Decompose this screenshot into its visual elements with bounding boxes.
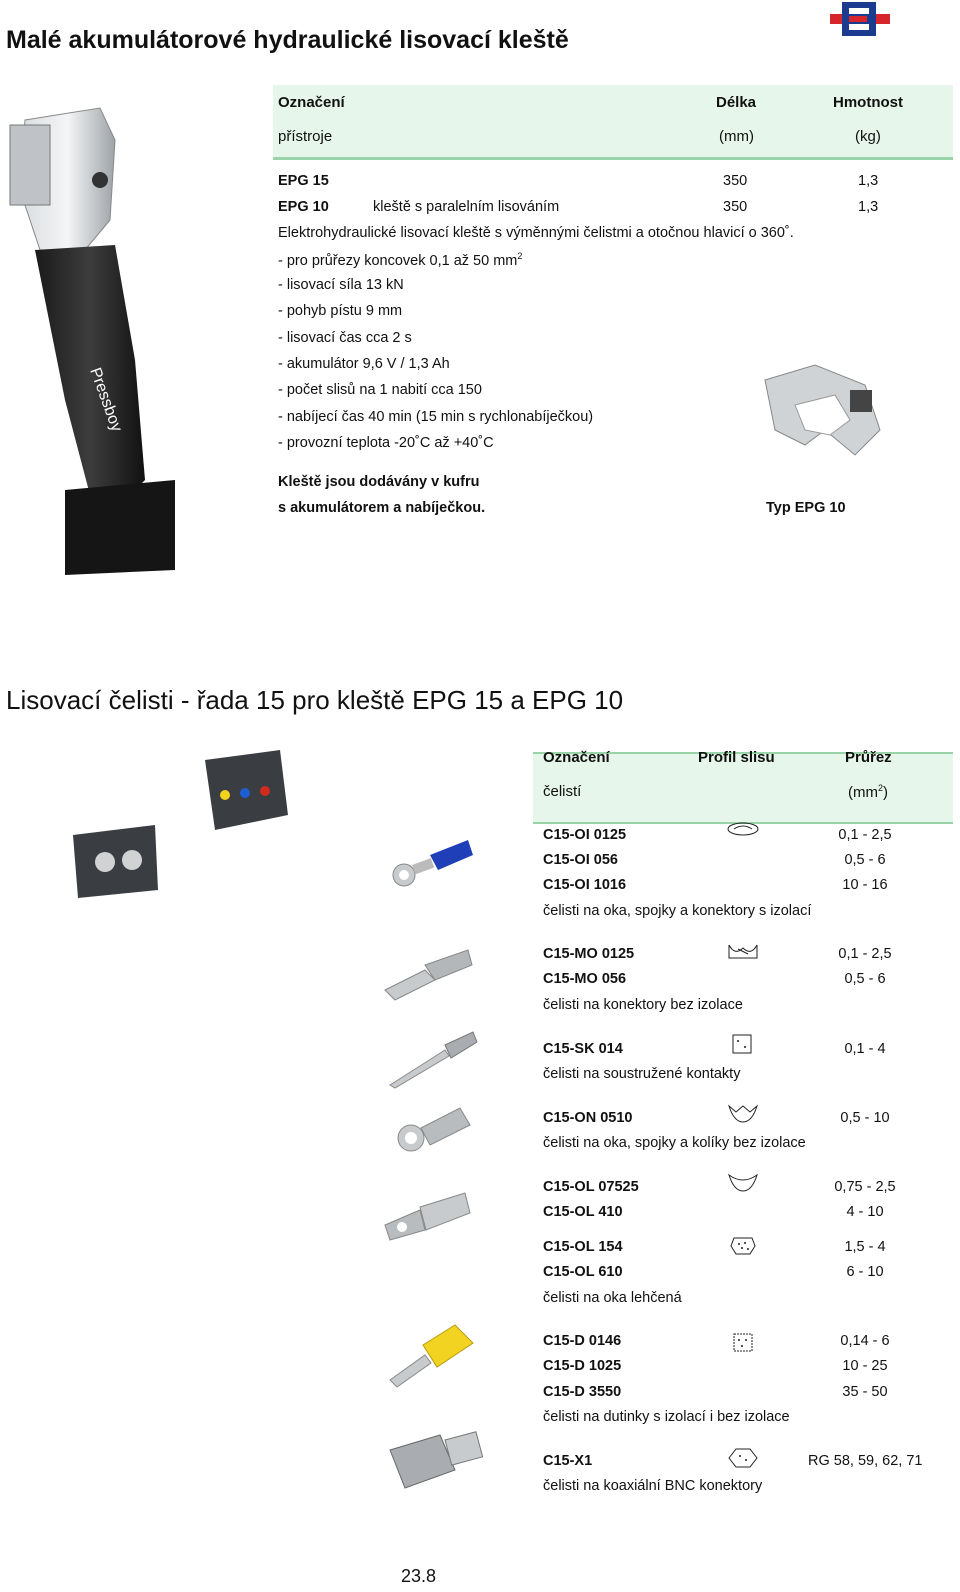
jaw-code: C15-ON 0510 [543, 1110, 633, 1126]
header-length: Délka [716, 94, 757, 111]
ferrule-photo [385, 1315, 480, 1390]
jaw-range: RG 58, 59, 62, 71 [808, 1453, 923, 1469]
turned-contact-photo [385, 1030, 480, 1090]
delivery-note: s akumulátorem a nabíječkou. [278, 500, 486, 516]
jaw-description: čelisti na oka, spojky a konektory s izolací [543, 903, 812, 919]
jaw-range: 0,75 - 2,5 [834, 1179, 896, 1195]
jaw-range: 0,5 - 10 [840, 1110, 890, 1126]
profile-square-icon [726, 1033, 760, 1055]
jaw-range: 0,5 - 6 [844, 971, 886, 987]
jaw-range: 0,1 - 4 [844, 1041, 886, 1057]
jaw-description: čelisti na dutinky s izolací i bez izolace [543, 1409, 790, 1425]
ring-terminal-photo [395, 1100, 475, 1155]
jaw-range: 1,5 - 4 [844, 1239, 886, 1255]
jaw-code: C15-X1 [543, 1453, 593, 1469]
header-designation-sub: přístroje [278, 128, 333, 145]
tool-weight: 1,3 [858, 173, 879, 189]
jaw-code: C15-OL 154 [543, 1239, 623, 1255]
jaw-code: C15-OI 0125 [543, 827, 627, 843]
jaw-code: C15-SK 014 [543, 1041, 623, 1057]
page-number: 23.8 [401, 1566, 437, 1586]
jaws-header-section-unit: $(mm^2)$ [848, 783, 889, 801]
jaw-die-photo [70, 820, 160, 900]
profile-trapezoid-icon [726, 1331, 760, 1353]
jaw-die-photo [200, 745, 290, 835]
jaw-range: 0,1 - 2,5 [838, 946, 892, 962]
tool-note: kleště s paralelním lisováním [373, 199, 560, 215]
epg10-head-photo [755, 360, 885, 460]
jaw-description: čelisti na oka, spojky a kolíky bez izolace [543, 1135, 806, 1151]
tool-weight: 1,3 [858, 199, 879, 215]
spec-item: - pohyb pístu 9 mm [278, 303, 403, 319]
profile-wave-icon [726, 940, 760, 962]
flat-connector-photo [380, 945, 475, 1005]
jaw-code: C15-D 3550 [543, 1384, 622, 1400]
spec-item: - počet slisů na 1 nabití cca 150 [278, 382, 482, 398]
jaw-description: čelisti na soustružené kontakty [543, 1066, 741, 1082]
jaw-description: čelisti na konektory bez izolace [543, 997, 743, 1013]
spec-item: - akumulátor 9,6 V / 1,3 Ah [278, 356, 450, 372]
tool-length: 350 [723, 173, 748, 189]
page-title: Malé akumulátorové hydraulické lisovací kleště [6, 26, 569, 54]
spec-item: - pro průřezy koncovek 0,1 až 50 $mm^2$ [278, 251, 523, 269]
spec-item: - nabíjecí čas 40 min (15 min s rychlonabíječkou) [278, 409, 594, 425]
company-logo [830, 0, 890, 40]
tool-length: 350 [723, 199, 748, 215]
bnc-connector-photo [385, 1420, 485, 1500]
jaw-code: C15-OL 610 [543, 1264, 623, 1280]
jaws-header-section: Průřez [845, 749, 892, 766]
jaw-code: C15-OI 056 [543, 852, 618, 868]
header-length-unit: (mm) [719, 128, 754, 145]
profile-indent-icon [726, 1102, 760, 1124]
jaw-code: C15-MO 056 [543, 971, 627, 987]
jaw-range: 0,14 - 6 [840, 1333, 890, 1349]
header-weight-unit: (kg) [855, 128, 881, 145]
jaw-description: čelisti na oka lehčená [543, 1290, 682, 1306]
profile-dotted-icon [726, 1234, 760, 1256]
jaw-range: 10 - 16 [842, 877, 888, 893]
jaws-header-designation: Označení [543, 749, 610, 766]
cable-lug-photo [380, 1185, 475, 1245]
jaw-code: C15-OL 410 [543, 1204, 623, 1220]
jaw-code: C15-MO 0125 [543, 946, 635, 962]
jaw-range: 35 - 50 [842, 1384, 888, 1400]
jaw-code: C15-OL 07525 [543, 1179, 639, 1195]
jaw-code: C15-D 1025 [543, 1358, 622, 1374]
tool-model: EPG 10 [278, 199, 329, 215]
svg-text:Pressboy: Pressboy [86, 365, 126, 435]
jaw-range: 4 - 10 [846, 1204, 884, 1220]
jaw-code: C15-OI 1016 [543, 877, 627, 893]
profile-crescent-icon [726, 1171, 760, 1193]
spec-item: - provozní teplota -20˚C až +40˚C [278, 435, 494, 451]
jaw-range: 0,1 - 2,5 [838, 827, 892, 843]
ring-terminal-insulated-photo [390, 835, 475, 890]
jaws-header-profile: Profil slisu [698, 749, 775, 766]
tool-description: Elektrohydraulické lisovací kleště s výměnnými čelistmi a otočnou hlavicí o 360˚. [278, 225, 794, 241]
jaw-code: C15-D 0146 [543, 1333, 622, 1349]
crimping-tool-photo [5, 100, 180, 580]
jaw-range: 10 - 25 [842, 1358, 888, 1374]
header-designation: Označení [278, 94, 345, 111]
section-title: Lisovací čelisti - řada 15 pro kleště EPG 15 a EPG 10 [6, 685, 624, 715]
jaw-range: 6 - 10 [846, 1264, 884, 1280]
jaw-description: čelisti na koaxiální BNC konektory [543, 1478, 763, 1494]
jaw-range: 0,5 - 6 [844, 852, 886, 868]
spec-item: - lisovací síla 13 kN [278, 277, 404, 293]
spec-item: - lisovací čas cca 2 s [278, 330, 412, 346]
profile-hexagon-icon [726, 1447, 760, 1469]
tool-model: EPG 15 [278, 173, 329, 189]
jaws-header-designation-sub: čelistí [543, 783, 582, 800]
profile-oval-icon [726, 818, 760, 840]
type-caption: Typ EPG 10 [766, 500, 846, 516]
delivery-note: Kleště jsou dodávány v kufru [278, 474, 480, 490]
header-weight: Hmotnost [833, 94, 903, 111]
